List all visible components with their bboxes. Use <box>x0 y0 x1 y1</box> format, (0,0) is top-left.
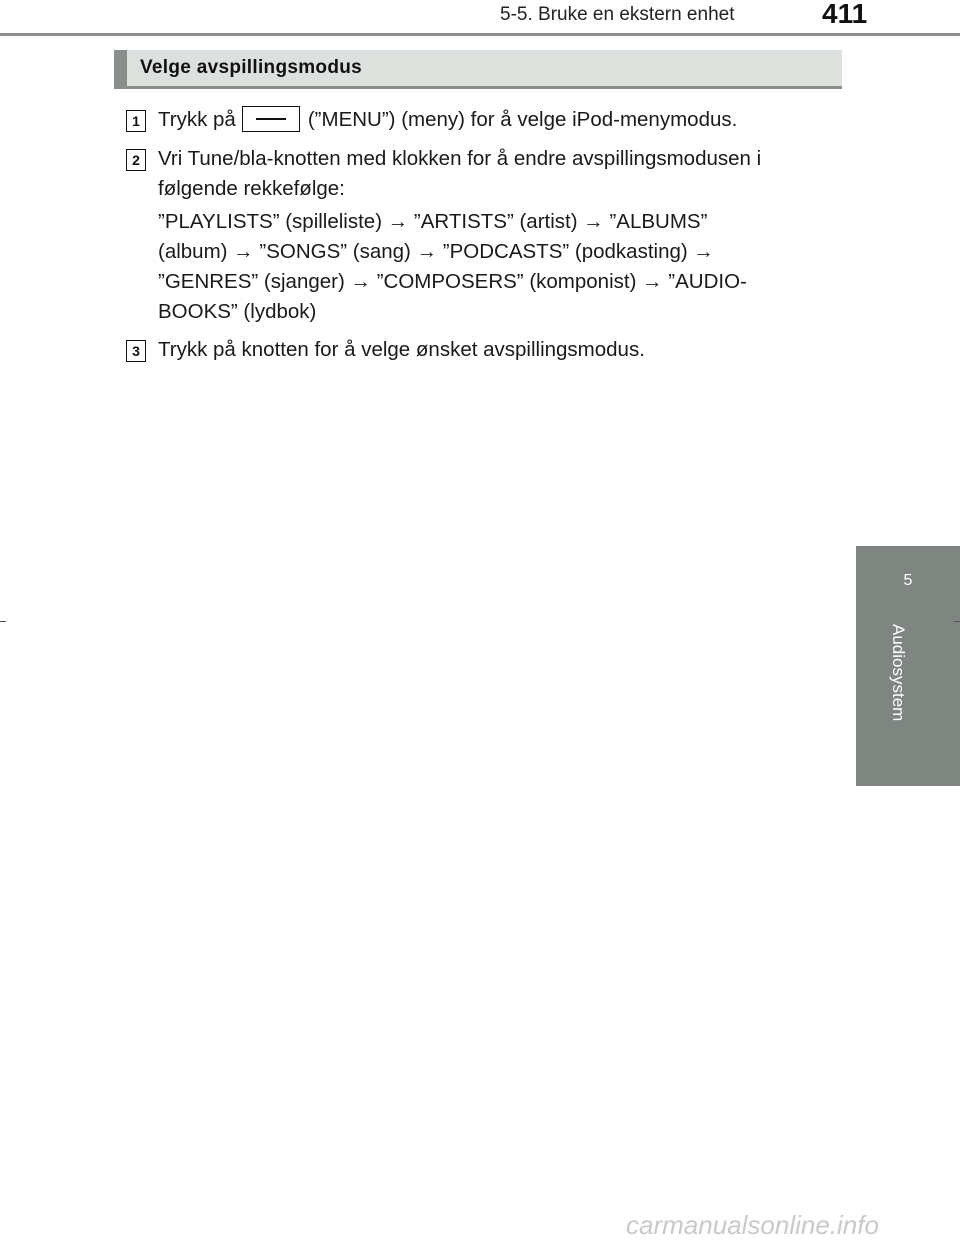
step-3-number: 3 <box>126 340 146 362</box>
chapter-label: Audiosystem <box>889 624 908 722</box>
dash-icon <box>256 118 286 120</box>
step-2-line-2: følgende rekkefølge: <box>158 177 345 200</box>
step-2-number: 2 <box>126 149 146 171</box>
playback-order-line-1: ”PLAYLISTS” (spilleliste) → ”ARTISTS” (artist) → ”ALBUMS” <box>158 210 708 233</box>
step-1-text-before: Trykk på <box>158 108 236 131</box>
section-title: Velge avspillingsmodus <box>140 57 363 78</box>
step-1-text-after: (”MENU”) (meny) for å velge iPod-menymodus. <box>307 108 738 131</box>
header-divider <box>0 33 960 36</box>
step-2-line-1: Vri Tune/bla-knotten med klokken for å endre avspillingsmodusen i <box>158 147 762 170</box>
step-3-text: Trykk på knotten for å velge ønsket avspillingsmodus. <box>158 338 645 361</box>
step-1-text <box>158 105 848 135</box>
playback-order-line-3: ”GENRES” (sjanger) → ”COMPOSERS” (komponist) → ”AUDIO- <box>158 270 747 293</box>
page-number: 411 <box>822 0 868 29</box>
playback-order-line-4: BOOKS” (lydbok) <box>158 300 317 323</box>
chapter-tab <box>856 546 960 786</box>
playback-order-line-2: (album) → ”SONGS” (sang) → ”PODCASTS” (podkasting) → <box>158 240 714 263</box>
section-heading-bar <box>114 50 127 86</box>
playback-order-list <box>158 207 848 327</box>
watermark: carmanualsonline.info <box>626 1210 879 1240</box>
section-heading <box>114 50 842 89</box>
crop-mark-left <box>0 621 6 622</box>
menu-button-icon <box>242 106 300 132</box>
chapter-number: 5 <box>903 572 913 589</box>
chapter-section-title: 5-5. Bruke en ekstern enhet <box>500 4 735 25</box>
step-1-number: 1 <box>126 110 146 132</box>
crop-mark-right <box>954 621 960 622</box>
step-2-text <box>158 144 848 204</box>
